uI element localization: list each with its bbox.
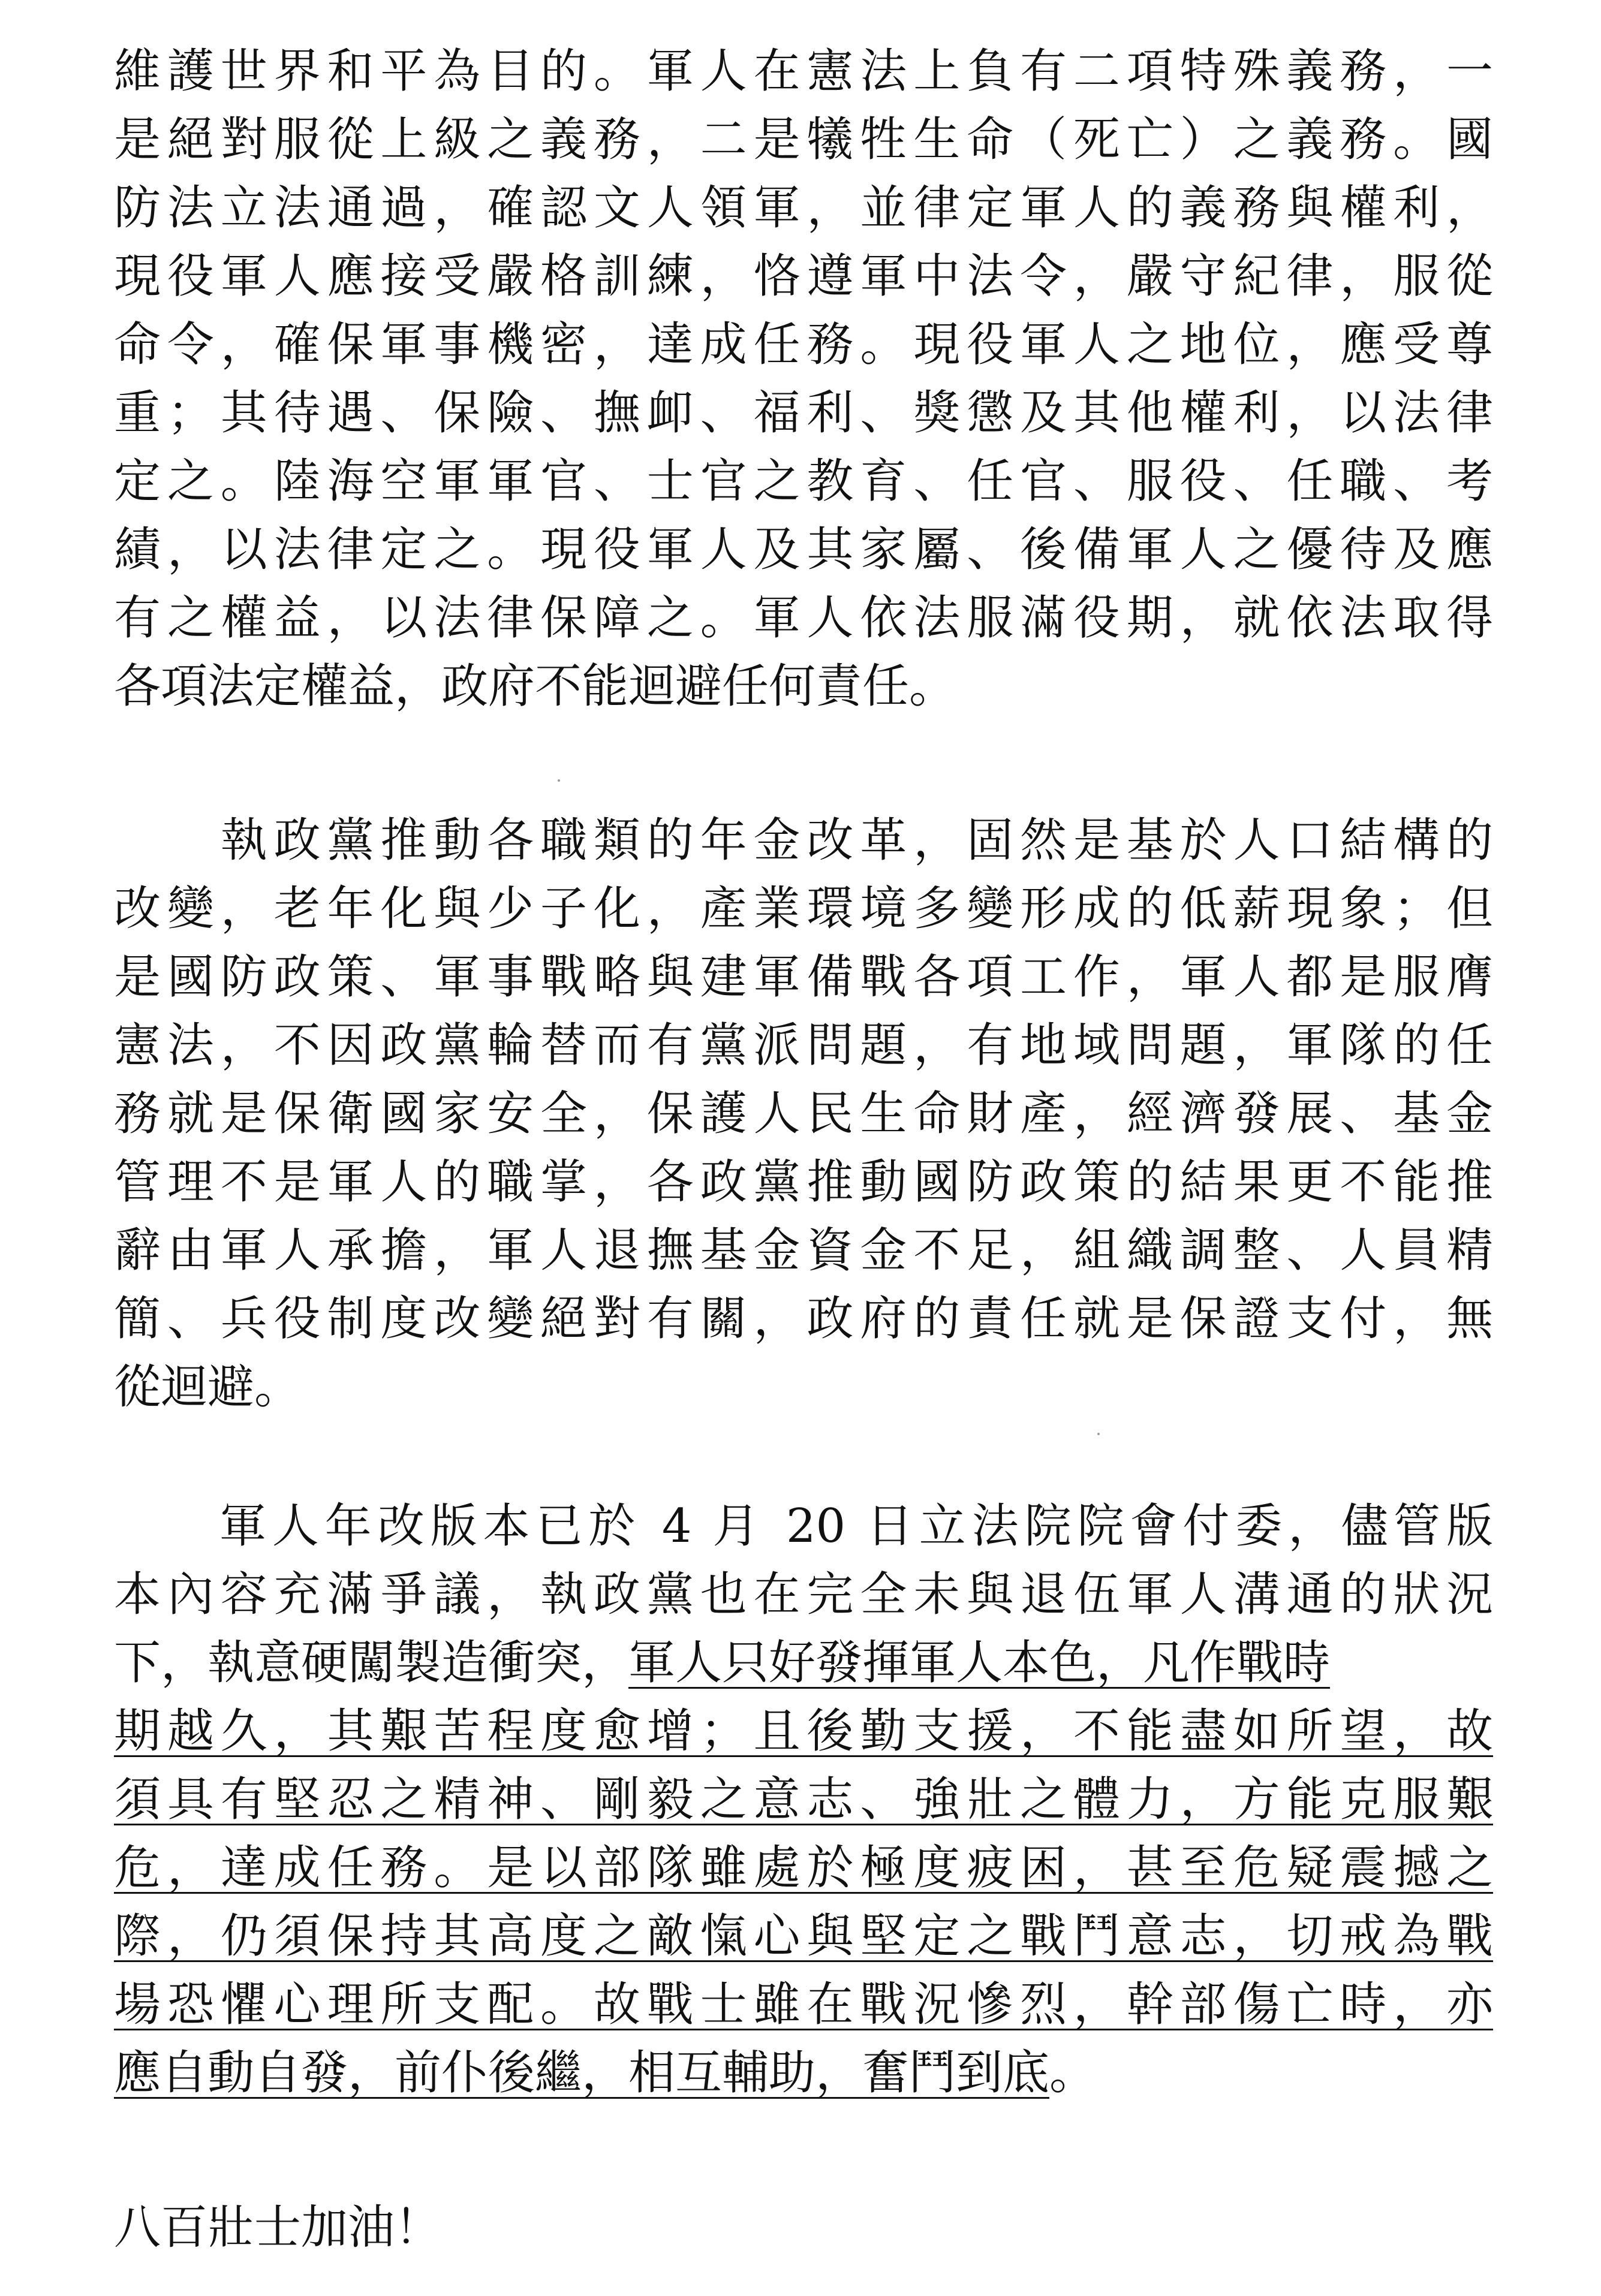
- text-line: 是國防政策、軍事戰略與建軍備戰各項工作，軍人都是服膺: [114, 950, 1493, 1004]
- text-line: 從迴避。: [114, 1360, 302, 1414]
- text-line: 命令，確保軍事機密，達成任務。現役軍人之地位，應受尊: [114, 318, 1493, 372]
- underlined-line: 危，達成任務。是以部隊雖處於極度疲困，甚至危疑震撼之: [114, 1841, 1493, 1895]
- underlined-text: 軍人只好發揮軍人本色，凡作戰時: [628, 1636, 1331, 1690]
- text-line: 憲法，不因政黨輪替而有黨派問題，有地域問題，軍隊的任: [114, 1019, 1493, 1072]
- underlined-line: 場恐懼心理所支配。故戰士雖在戰況慘烈，幹部傷亡時，亦: [114, 1978, 1493, 2032]
- text-line: 現役軍人應接受嚴格訓練，恪遵軍中法令，嚴守紀律，服從: [114, 249, 1493, 303]
- text-line: 維護世界和平為目的。軍人在憲法上負有二項特殊義務，一: [114, 44, 1493, 98]
- underlined-text: 應自動自發，前仆後繼，相互輔助，奮鬥到底: [114, 2046, 1050, 2100]
- text-line: 各項法定權益，政府不能迴避任何責任。: [114, 659, 956, 713]
- text-line: 軍人年改版本已於 4 月 20 日立法院院會付委，儘管版: [114, 1499, 1493, 1553]
- text-line: [114, 2039, 1493, 2107]
- text-line: 有之權益，以法律保障之。軍人依法服滿役期，就依法取得: [114, 591, 1493, 645]
- text-line: 執政黨推動各職類的年金改革，固然是基於人口結構的: [114, 813, 1493, 867]
- text-line: 本內容充滿爭議，執政黨也在完全未與退伍軍人溝通的狀況: [114, 1568, 1493, 1622]
- closing-line: 八百壯士加油！: [114, 2201, 442, 2255]
- paragraph-soldier-spirit: [114, 1492, 1493, 2107]
- text-line: [114, 1629, 1493, 1697]
- underlined-line: 期越久，其艱苦程度愈增；且後勤支援，不能盡如所望，故: [114, 1704, 1493, 1758]
- text-line: 是絕對服從上級之義務，二是犧牲生命（死亡）之義務。國: [114, 113, 1493, 167]
- scan-speck: [558, 779, 560, 782]
- text-line: 防法立法通過，確認文人領軍，並律定軍人的義務與權利，: [114, 181, 1493, 235]
- text-line: 定之。陸海空軍軍官、士官之教育、任官、服役、任職、考: [114, 454, 1493, 508]
- text-line: 辭由軍人承擔，軍人退撫基金資金不足，組織調整、人員精: [114, 1224, 1493, 1277]
- text-line: 改變，老年化與少子化，產業環境多變形成的低薪現象；但: [114, 882, 1493, 936]
- paragraph-military-duties: [114, 37, 1493, 721]
- scan-speck: [1097, 1433, 1100, 1435]
- plain-text: 。: [1049, 2046, 1097, 2100]
- text-line: 重；其待遇、保險、撫卹、福利、獎懲及其他權利，以法律: [114, 386, 1493, 440]
- underlined-line: 際，仍須保持其高度之敵愾心與堅定之戰鬥意志，切戒為戰: [114, 1909, 1493, 1963]
- underlined-line: 須具有堅忍之精神、剛毅之意志、強壯之體力，方能克服艱: [114, 1773, 1493, 1827]
- plain-text: 下，執意硬闖製造衝突，: [114, 1636, 629, 1690]
- paragraph-pension-reform: [114, 806, 1493, 1421]
- text-line: 績，以法律定之。現役軍人及其家屬、後備軍人之優待及應: [114, 523, 1493, 577]
- text-line: 簡、兵役制度改變絕對有關，政府的責任就是保證支付，無: [114, 1292, 1493, 1346]
- text-line: 務就是保衛國家安全，保護人民生命財產，經濟發展、基金: [114, 1087, 1493, 1141]
- text-line: 管理不是軍人的職掌，各政黨推動國防政策的結果更不能推: [114, 1155, 1493, 1209]
